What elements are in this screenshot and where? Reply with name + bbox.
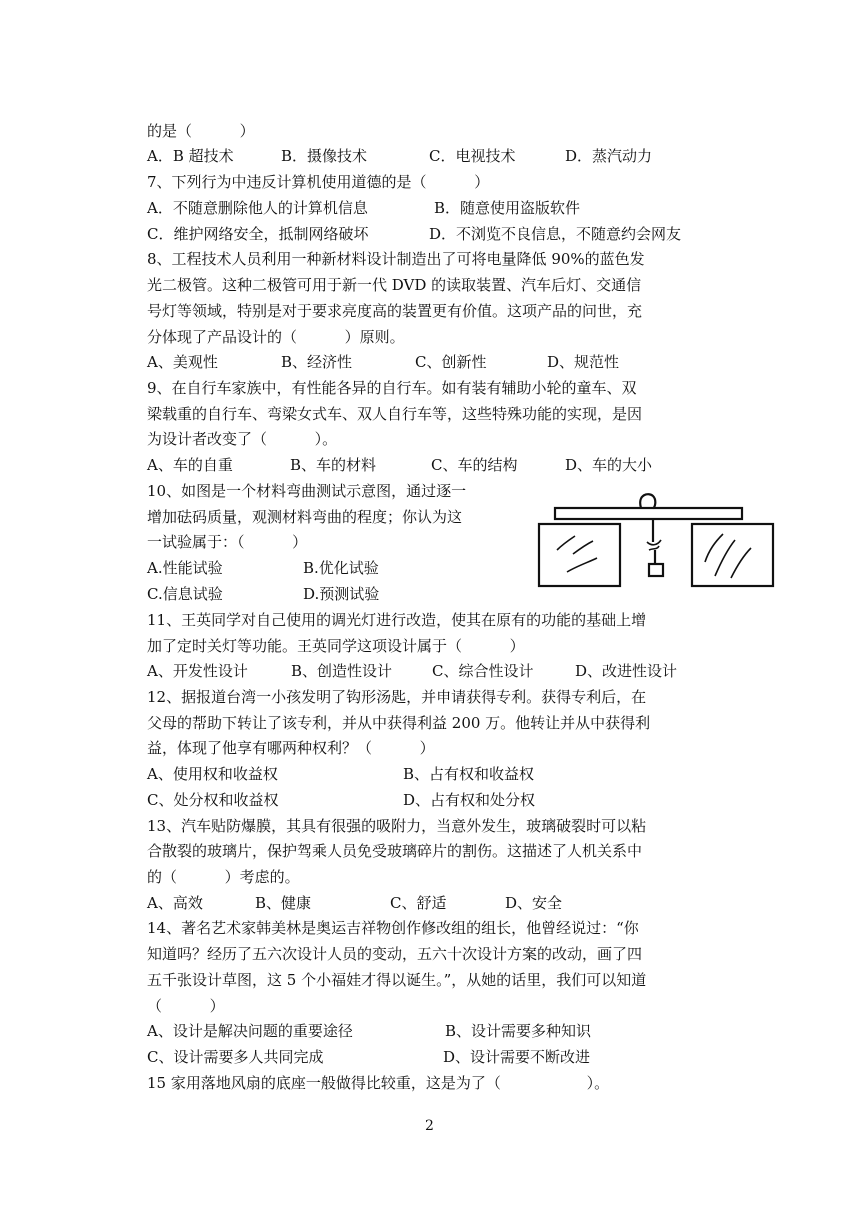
q15-stem: 15 家用落地风扇的底座一般做得比较重，这是为了（ ）。 bbox=[147, 1074, 610, 1092]
q10-option-b: B.优化试验 bbox=[303, 559, 379, 577]
q11-line-1: 11、王英同学对自己使用的调光灯进行改造，使其在原有的功能的基础上增 bbox=[147, 611, 647, 629]
q12-line-1: 12、据报道台湾一小孩发明了钩形汤匙，并申请获得专利。获得专利后，在 bbox=[147, 688, 647, 706]
q12-options-row1 bbox=[147, 764, 535, 784]
q8-option-a: A、美观性 bbox=[147, 353, 218, 371]
q8-options bbox=[147, 352, 620, 372]
q14-line-1: 14、著名艺术家韩美林是奥运吉祥物创作修改组的组长，他曾经说过：“你 bbox=[147, 919, 639, 937]
q7-option-c: C．维护网络安全，抵制网络破坏 bbox=[147, 225, 369, 243]
q12-line-3: 益，体现了他享有哪两种权利？（ ） bbox=[147, 739, 435, 757]
q10-line-1: 10、如图是一个材料弯曲测试示意图，通过逐一 bbox=[147, 482, 467, 500]
q7-option-a: A．不随意删除他人的计算机信息 bbox=[147, 199, 368, 217]
q10-option-c: C.信息试验 bbox=[147, 585, 223, 603]
q14-option-d: D、设计需要不断改进 bbox=[443, 1048, 591, 1066]
weight-block bbox=[649, 564, 663, 576]
q8-line-3: 号灯等领域，特别是对于要求亮度高的装置更有价值。这项产品的问世，充 bbox=[147, 302, 643, 320]
q11-option-d: D、改进性设计 bbox=[575, 662, 678, 680]
q7-options-row2 bbox=[147, 224, 682, 244]
q9-option-d: D、车的大小 bbox=[565, 456, 653, 474]
q8-line-4: 分体现了产品设计的（ ）原则。 bbox=[147, 328, 405, 346]
q11-options bbox=[147, 661, 678, 681]
q6-option-b: B．摄像技术 bbox=[281, 147, 368, 165]
q6-option-d: D．蒸汽动力 bbox=[565, 147, 653, 165]
q14-option-b: B、设计需要多种知识 bbox=[445, 1022, 592, 1040]
q10-option-a: A.性能试验 bbox=[147, 559, 223, 577]
q13-option-b: B、健康 bbox=[255, 894, 312, 912]
q8-line-1: 8、工程技术人员利用一种新材料设计制造出了可将电量降低 90%的蓝色发 bbox=[147, 250, 645, 268]
q14-line-4: （ ） bbox=[147, 997, 225, 1015]
q9-line-3: 为设计者改变了（ ）。 bbox=[147, 430, 338, 448]
q9-option-b: B、车的材料 bbox=[290, 456, 377, 474]
q7-option-b: B．随意使用盗版软件 bbox=[434, 199, 581, 217]
bending-test-figure bbox=[537, 488, 777, 588]
q10-options-row1 bbox=[147, 558, 379, 578]
q12-line-2: 父母的帮助下转让了该专利，并从中获得利益 200 万。他转让并从中获得利 bbox=[147, 714, 651, 732]
q14-line-2: 知道吗？经历了五六次设计人员的变动，五六十次设计方案的改动，画了四 bbox=[147, 945, 643, 963]
q8-line-2: 光二极管。这种二极管可用于新一代 DVD 的读取装置、汽车后灯、交通信 bbox=[147, 276, 642, 294]
test-beam bbox=[555, 508, 742, 519]
q11-option-c: C、综合性设计 bbox=[432, 662, 534, 680]
q7-stem: 7、下列行为中违反计算机使用道德的是（ ） bbox=[147, 173, 490, 191]
q11-option-b: B、创造性设计 bbox=[291, 662, 393, 680]
q12-option-d: D、占有权和处分权 bbox=[403, 791, 536, 809]
q6-option-c: C．电视技术 bbox=[429, 147, 516, 165]
q12-option-a: A、使用权和收益权 bbox=[147, 765, 278, 783]
q7-option-d: D．不浏览不良信息，不随意约会网友 bbox=[429, 225, 682, 243]
q13-line-2: 合散裂的玻璃片，保护驾乘人员免受玻璃碎片的割伤。这描述了人机关系中 bbox=[147, 842, 643, 860]
q9-option-a: A、车的自重 bbox=[147, 456, 233, 474]
q10-line-2: 增加砝码质量，观测材料弯曲的程度；你认为这 bbox=[147, 508, 463, 526]
q14-option-c: C、设计需要多人共同完成 bbox=[147, 1048, 324, 1066]
q8-option-c: C、创新性 bbox=[415, 353, 487, 371]
q13-option-c: C、舒适 bbox=[390, 894, 447, 912]
q10-options-row2 bbox=[147, 584, 380, 604]
q6-options bbox=[147, 146, 653, 166]
q9-line-2: 梁载重的自行车、弯梁女式车、双人自行车等，这些特殊功能的实现，是因 bbox=[147, 405, 643, 423]
left-support bbox=[539, 524, 620, 586]
page-number: 2 bbox=[425, 1118, 434, 1134]
q6-stem-tail: 的是（ ） bbox=[147, 122, 255, 140]
hook-loop bbox=[640, 494, 655, 508]
q12-options-row2 bbox=[147, 790, 536, 810]
q13-option-a: A、高效 bbox=[147, 894, 203, 912]
q13-line-3: 的（ ）考虑的。 bbox=[147, 868, 300, 886]
q11-line-2: 加了定时关灯等功能。王英同学这项设计属于（ ） bbox=[147, 637, 525, 655]
q8-option-d: D、规范性 bbox=[547, 353, 620, 371]
q14-line-3: 五千张设计草图，这 5 个小福娃才得以诞生。”，从她的话里，我们可以知道 bbox=[147, 971, 647, 989]
q13-options bbox=[147, 893, 563, 913]
q7-options-row1 bbox=[147, 198, 581, 218]
q12-option-c: C、处分权和收益权 bbox=[147, 791, 279, 809]
q13-line-1: 13、汽车贴防爆膜，其具有很强的吸附力，当意外发生，玻璃破裂时可以粘 bbox=[147, 817, 647, 835]
q9-options bbox=[147, 455, 653, 475]
q14-option-a: A、设计是解决问题的重要途径 bbox=[147, 1022, 353, 1040]
q12-option-b: B、占有权和收益权 bbox=[403, 765, 535, 783]
q14-options-row1 bbox=[147, 1021, 592, 1041]
q6-option-a: A．B 超技术 bbox=[147, 147, 234, 165]
q14-options-row2 bbox=[147, 1047, 591, 1067]
q9-line-1: 9、在自行车家族中，有性能各异的自行车。如有装有辅助小轮的童车、双 bbox=[147, 379, 637, 397]
q9-option-c: C、车的结构 bbox=[431, 456, 518, 474]
q10-option-d: D.预测试验 bbox=[303, 585, 380, 603]
q11-option-a: A、开发性设计 bbox=[147, 662, 248, 680]
q8-option-b: B、经济性 bbox=[281, 353, 353, 371]
q13-option-d: D、安全 bbox=[505, 894, 563, 912]
q10-line-3: 一试验属于：（ ） bbox=[147, 533, 308, 551]
